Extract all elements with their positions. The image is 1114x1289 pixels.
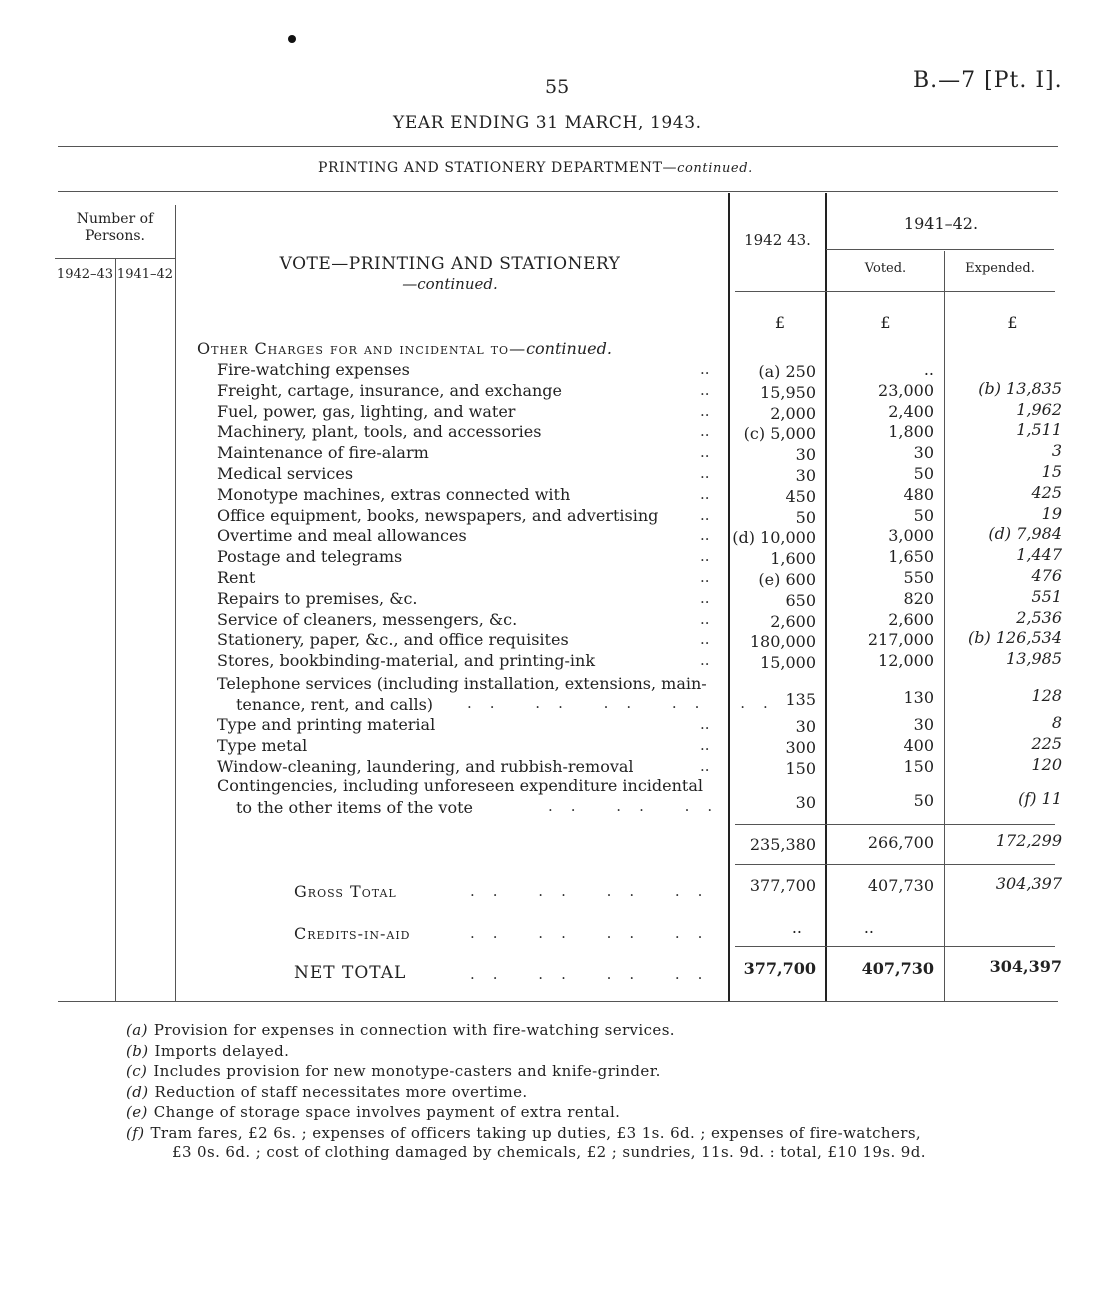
col-rule [175,205,176,1002]
table-bottom-rule [58,1001,1058,1002]
row-voted: 30 [913,715,934,734]
row-1942-43: 300 [785,737,816,757]
footnote-mark: (c) [126,1062,148,1080]
department-continued: continued. [677,161,753,176]
leader-dots: .. [700,443,710,462]
leader-dots: .. .. .. [548,797,731,815]
leader-dots: .. [700,547,710,566]
row-label: Machinery, plant, tools, and accessories [217,422,542,442]
row-expended: 13,985 [1006,649,1062,669]
credits-voted: .. [863,918,874,937]
telephone-1942-43: 135 [785,690,816,709]
row-1942-43: 15,950 [760,382,816,402]
row-1942-43: (e) 600 [758,570,816,589]
row-voted: 550 [903,568,934,587]
currency-symbol: £ [774,313,786,332]
rule [735,824,1055,825]
row-voted: 820 [903,588,934,608]
persons-col-1941-42: 1941–42 [116,267,174,282]
number-of-persons-header: Number of Persons. [76,211,154,244]
row-voted: 12,000 [878,651,934,671]
footnote [126,1082,528,1102]
leader-dots: .. [700,464,710,482]
col-voted-header: Voted. [864,261,907,276]
footnote-mark: (f) [126,1123,145,1142]
leader-dots: .. [700,422,710,441]
footnote-mark: (e) [126,1103,148,1121]
footnote-text: Reduction of staff necessitates more overtime. [154,1082,528,1101]
row-1942-43: 30 [795,717,816,736]
row-1942-43: 650 [785,590,816,610]
footnote-text: Tram fares, £2 6s. ; expenses of officers taking up duties, £3 1s. 6d. ; expenses of fire-watchers, [150,1123,922,1142]
footnote-mark: (a) [126,1021,148,1039]
rule [55,258,175,259]
row-voted: 3,000 [888,526,934,546]
row-1942-43: 180,000 [749,632,816,652]
row-label: Fuel, power, gas, lighting, and water [217,401,516,421]
leader-dots: .. .. .. .. [470,882,721,900]
contingencies-label-1: Contingencies, including unforeseen expenditure incidental [217,776,703,795]
section-continued: continued. [526,339,612,358]
row-1942-43: 2,600 [770,611,816,631]
row-voted: 480 [903,484,934,504]
footnote [126,1123,921,1143]
net-total-label: NET TOTAL [294,963,407,983]
subtotal-voted: 266,700 [867,833,934,852]
vote-continued: —continued. [402,275,498,293]
leader-dots: .. [700,735,710,754]
currency-symbol: £ [1007,313,1018,332]
row-voted: 217,000 [867,630,934,650]
rule [826,249,1054,250]
row-expended: 1,962 [1016,399,1062,419]
col-rule [944,251,945,1002]
gross-total-label: Gross Total [294,882,397,901]
leader-dots: .. [700,401,710,420]
row-label: Freight, cartage, insurance, and exchange [217,380,562,400]
footnote [126,1041,289,1061]
footnote-f-line2: £3 0s. 6d. ; cost of clothing damaged by chemicals, £2 ; sundries, 11s. 9d. : total, £10 19s. 9d. [172,1143,926,1161]
rule [735,291,1055,292]
persons-col-1942-43: 1942–43 [56,267,114,282]
vote-title-text: VOTE—PRINTING AND STATIONERY [279,254,621,274]
telephone-expended: 128 [1031,686,1062,705]
row-1942-43: 2,000 [770,403,816,423]
row-expended: 2,536 [1016,607,1062,627]
ink-spot [288,35,296,43]
row-label: Overtime and meal allowances [217,526,467,546]
gross-total-voted: 407,730 [867,876,934,895]
row-expended: 8 [1051,713,1062,732]
row-expended: 19 [1041,503,1062,523]
row-voted: .. [923,360,934,379]
leader-dots: .. [700,756,710,775]
year-heading: YEAR ENDING 31 MARCH, 1943. [393,113,702,133]
contingencies-1942-43: 30 [795,793,816,812]
row-label: Fire-watching expenses [217,360,410,379]
row-expended: (d) 7,984 [988,524,1062,544]
leader-dots: .. [700,651,710,670]
footnote-text: Imports delayed. [154,1041,290,1060]
row-label: Window-cleaning, laundering, and rubbish-removal [217,756,634,776]
section-heading [197,339,612,359]
footnote-text: Includes provision for new monotype-casters and knife-grinder. [153,1062,661,1080]
leader-dots: .. [700,380,710,399]
footnote-text: Change of storage space involves payment of extra rental. [153,1103,621,1121]
leader-dots: .. [700,588,710,607]
leader-dots: .. [700,609,710,628]
row-voted: 50 [913,505,934,525]
row-voted: 400 [903,735,934,755]
document-reference: B.—7 [Pt. I]. [913,68,1063,93]
row-label: Maintenance of fire-alarm [217,443,429,463]
net-total-1942-43: 377,700 [743,959,816,978]
row-expended: (b) 13,835 [978,378,1062,398]
footnote-mark: (b) [126,1041,149,1060]
page-number: 55 [545,76,570,98]
row-label: Type metal [217,735,308,755]
contingencies-voted: 50 [913,791,934,810]
subtotal-expended: 172,299 [995,831,1062,850]
leader-dots: .. [700,630,710,649]
col-1942-43-header: 1942 43. [744,231,811,249]
row-label: Postage and telegrams [217,547,403,567]
row-expended: 551 [1031,586,1062,606]
telephone-label-1: Telephone services (including installation, extensions, main- [217,674,707,693]
col-rule [115,258,116,1002]
row-expended: 120 [1031,754,1062,774]
credits-in-aid-label: Credits-in-aid [294,924,411,943]
row-label: Type and printing material [217,715,436,734]
telephone-voted: 130 [903,688,934,707]
row-expended: 425 [1031,482,1062,502]
currency-symbol: £ [880,313,891,332]
row-1942-43: 50 [795,507,816,527]
contingencies-expended: (f) 11 [1018,789,1062,808]
leader-dots: .. .. .. .. [470,965,721,983]
footnote [126,1102,620,1122]
row-1942-43: 450 [785,486,816,506]
row-label: Stationery, paper, &c., and office requisites [217,630,569,650]
row-expended: 1,511 [1016,420,1062,440]
vote-title [200,254,700,294]
net-total-expended: 304,397 [989,957,1062,976]
contingencies-label-2: to the other items of the vote [236,798,473,817]
rule [735,946,1055,947]
leader-dots: .. .. .. .. .. [467,694,786,712]
row-expended: (b) 126,534 [968,628,1062,648]
row-label: Rent [217,568,256,587]
row-voted: 150 [903,756,934,776]
row-label: Stores, bookbinding-material, and printing-ink [217,651,596,671]
row-voted: 1,800 [888,422,934,442]
department-name: PRINTING AND STATIONERY DEPARTMENT— [318,160,678,176]
row-expended: 1,447 [1016,545,1062,565]
leader-dots: .. [700,505,710,524]
leader-dots: .. [700,484,710,503]
row-1942-43: 1,600 [770,549,816,569]
rule [735,864,1055,865]
row-1942-43: (d) 10,000 [732,528,816,548]
row-1942-43: 150 [785,758,816,778]
subtotal-1942-43: 235,380 [749,835,816,854]
credits-1942-43: .. [791,918,802,937]
row-voted: 1,650 [888,547,934,567]
row-label: Service of cleaners, messengers, &c. [217,609,518,629]
footnote [126,1020,675,1040]
row-1942-43: 30 [795,445,816,465]
row-1942-43: (a) 250 [758,362,816,381]
row-expended: 15 [1041,462,1062,481]
leader-dots: .. [700,715,710,733]
row-voted: 30 [913,443,934,463]
row-voted: 50 [913,464,934,483]
department-heading [318,160,753,176]
leader-dots: .. [700,526,710,545]
col-1941-42-header: 1941–42. [903,214,979,233]
telephone-label-2: tenance, rent, and calls) [236,695,434,714]
row-expended: 476 [1031,566,1062,585]
section-heading-text: Other Charges for and incidental to— [197,339,527,358]
footnote [126,1061,661,1081]
gross-total-expended: 304,397 [995,874,1062,893]
row-label: Medical services [217,464,354,483]
row-expended: 225 [1031,733,1062,753]
row-1942-43: (c) 5,000 [743,424,816,444]
row-label: Monotype machines, extras connected with [217,484,571,504]
leader-dots: .. .. .. .. [470,924,721,942]
row-1942-43: 30 [795,466,816,485]
row-label: Office equipment, books, newspapers, and advertising [217,505,659,525]
net-total-voted: 407,730 [861,959,934,978]
footnote-text: Provision for expenses in connection with fire-watching services. [153,1021,675,1039]
footnote-mark: (d) [126,1082,149,1101]
row-1942-43: 15,000 [760,653,816,673]
leader-dots: .. [700,360,710,378]
row-voted: 23,000 [878,380,934,400]
row-label: Repairs to premises, &c. [217,588,418,608]
table-top-rule [58,191,1058,192]
gross-total-1942-43: 377,700 [749,876,816,895]
row-expended: 3 [1051,441,1062,461]
row-voted: 2,400 [888,401,934,421]
leader-dots: .. [700,568,710,586]
col-expended-header: Expended. [965,261,1035,276]
rule [58,146,1058,147]
row-voted: 2,600 [888,609,934,629]
